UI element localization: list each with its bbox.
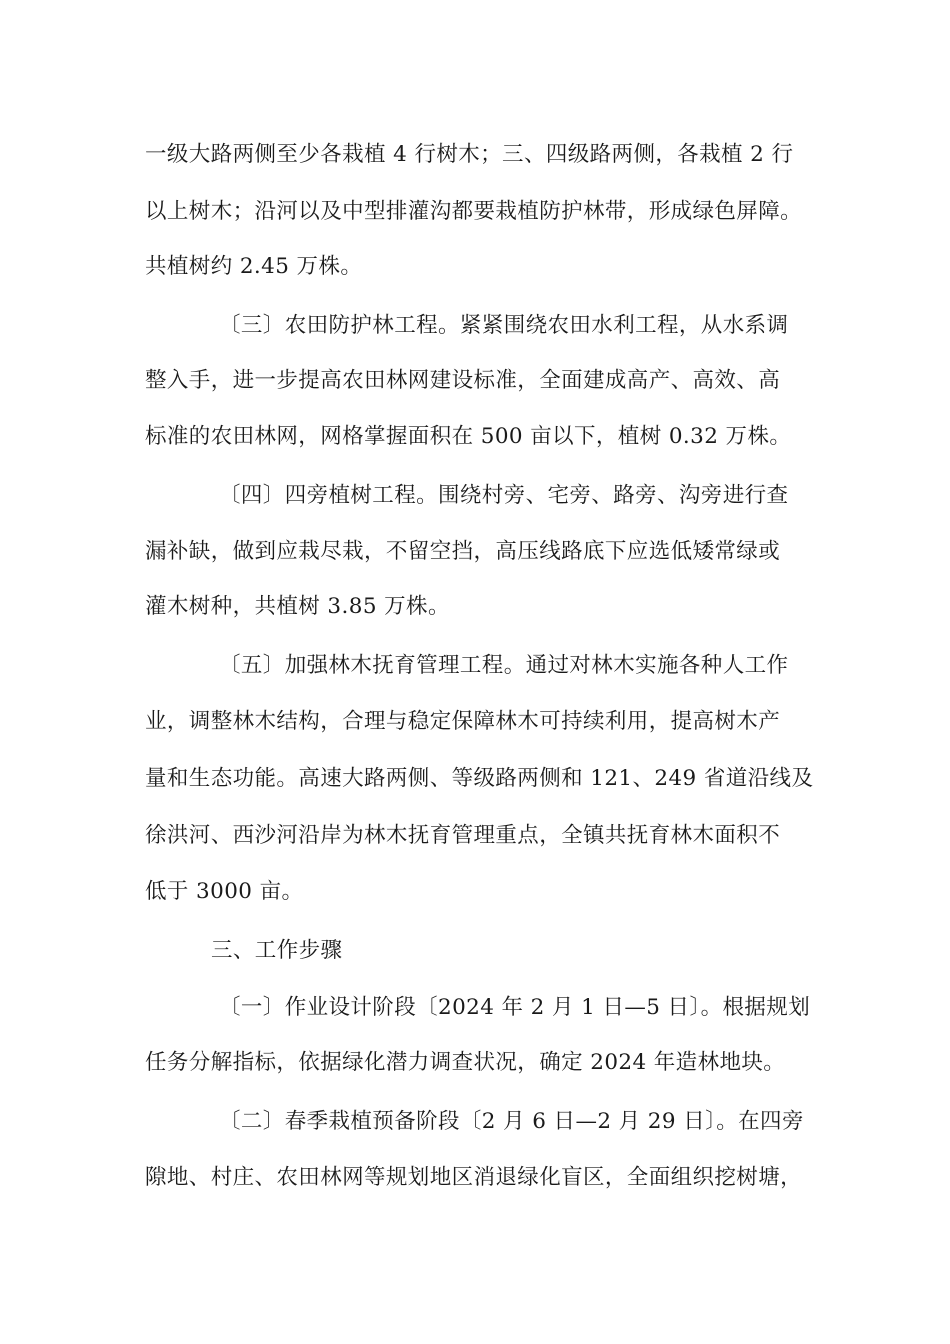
paragraph-line: 标准的农田林网，网格掌握面积在 500 亩以下，植树 0.32 万株。 [145, 424, 792, 449]
paragraph-line: 灌木树种，共植树 3.85 万株。 [145, 594, 450, 619]
paragraph-line: 以上树木；沿河以及中型排灌沟都要栽植防护林带，形成绿色屏障。 [145, 199, 803, 224]
section-four-first-line: 〔四〕四旁植树工程。围绕村旁、宅旁、路旁、沟旁进行查 [219, 483, 789, 508]
paragraph-line: 漏补缺，做到应栽尽栽，不留空挡，高压线路底下应选低矮常绿或 [145, 539, 781, 564]
step-two-first-line: 〔二〕春季栽植预备阶段〔2 月 6 日—2 月 29 日〕。在四旁 [219, 1109, 804, 1134]
paragraph-line: 整入手，进一步提高农田林网建设标准，全面建成高产、高效、高 [145, 368, 781, 393]
paragraph-line: 一级大路两侧至少各栽植 4 行树木；三、四级路两侧，各栽植 2 行 [145, 142, 794, 167]
paragraph-line: 任务分解指标，依据绿化潜力调查状况，确定 2024 年造林地块。 [145, 1050, 786, 1075]
step-one-first-line: 〔一〕作业设计阶段〔2024 年 2 月 1 日—5 日〕。根据规划 [219, 995, 811, 1020]
paragraph-line: 隙地、村庄、农田林网等规划地区消退绿化盲区，全面组织挖树塘， [145, 1165, 803, 1190]
paragraph-line: 业，调整林木结构，合理与稳定保障林木可持续利用，提高树木产 [145, 709, 781, 734]
section-five-first-line: 〔五〕加强林木抚育管理工程。通过对林木实施各种人工作 [219, 653, 789, 678]
paragraph-line: 量和生态功能。高速大路两侧、等级路两侧和 121、249 省道沿线及 [145, 766, 814, 791]
paragraph-line: 徐洪河、西沙河沿岸为林木抚育管理重点，全镇共抚育林木面积不 [145, 823, 781, 848]
paragraph-line: 共植树约 2.45 万株。 [145, 254, 363, 279]
section-heading: 三、工作步骤 [211, 938, 343, 963]
section-three-first-line: 〔三〕农田防护林工程。紧紧围绕农田水利工程，从水系调 [219, 313, 789, 338]
paragraph-line: 低于 3000 亩。 [145, 879, 304, 904]
